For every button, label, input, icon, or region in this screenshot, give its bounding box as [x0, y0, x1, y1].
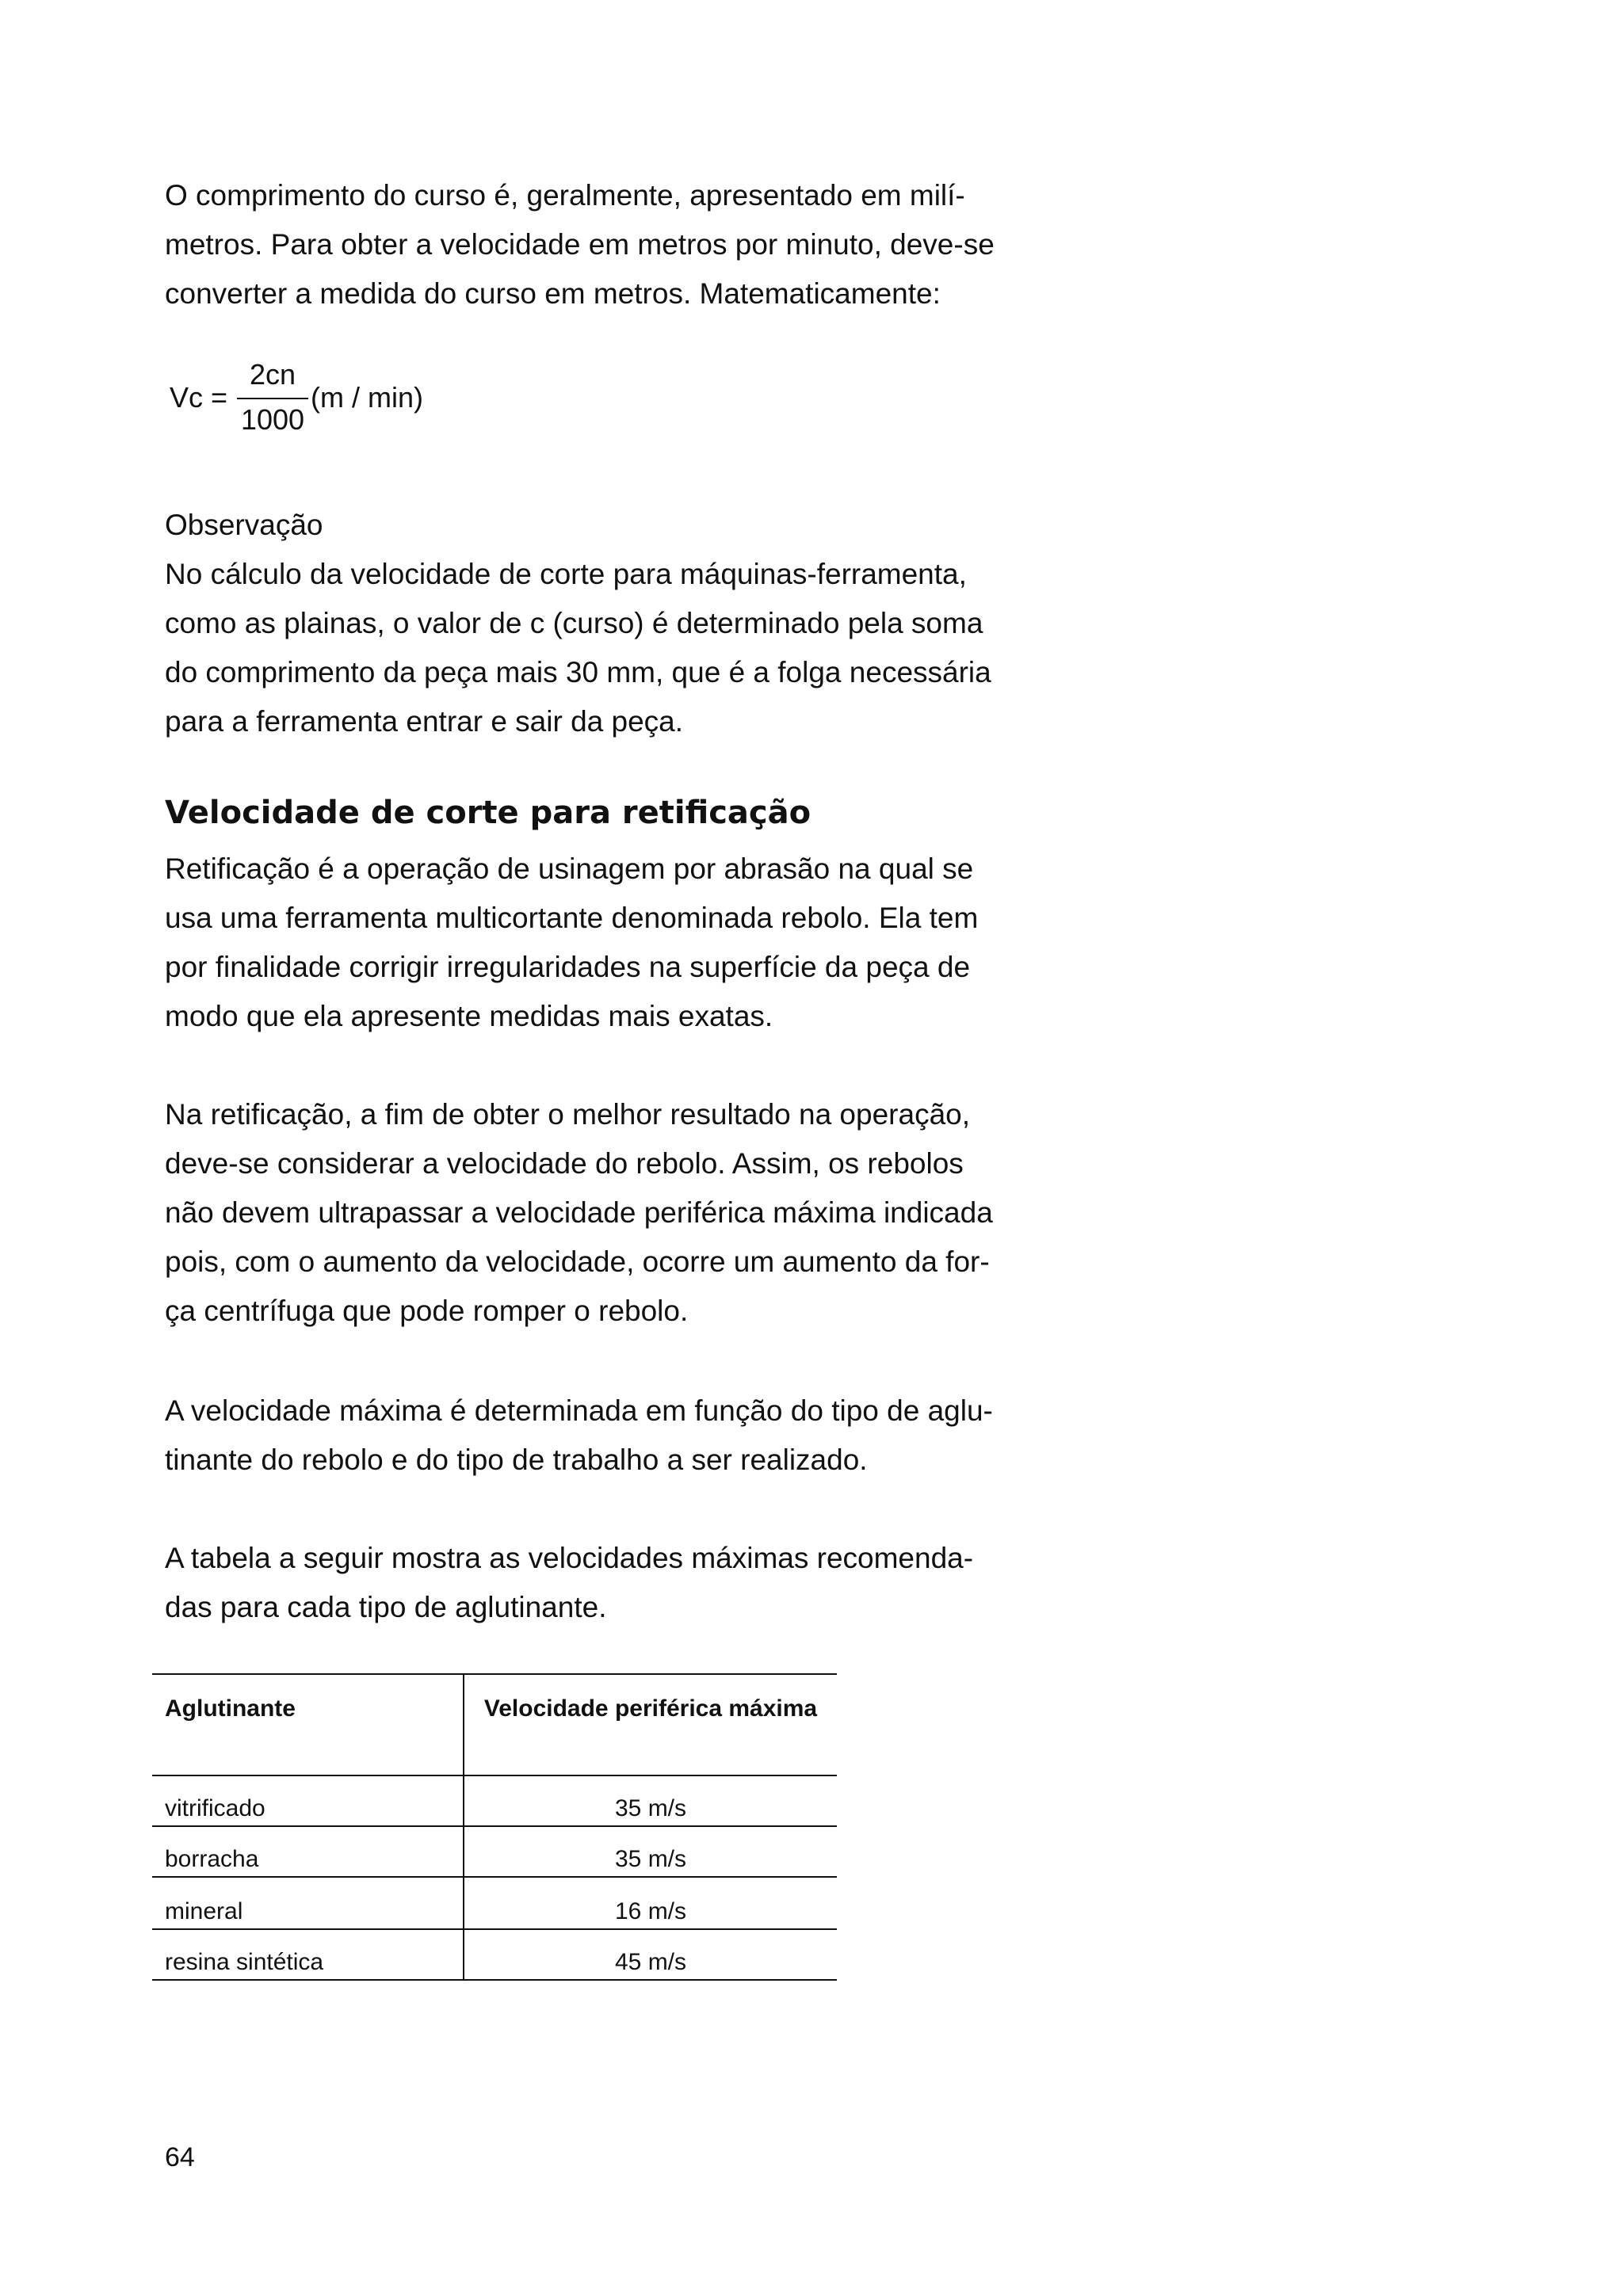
- cell-velocidade: 35 m/s: [614, 1795, 687, 1821]
- intro-line: O comprimento do curso é, geralmente, apresentado em milí-: [165, 179, 965, 212]
- observation-line: No cálculo da velocidade de corte para máquinas-ferramenta,: [165, 558, 967, 590]
- cell-velocidade: 45 m/s: [614, 1949, 687, 1975]
- paragraph-line: A velocidade máxima é determinada em função do tipo de aglu-: [165, 1394, 993, 1427]
- paragraph-velocidade-maxima: [165, 1386, 1052, 1485]
- paragraph-line: modo que ela apresente medidas mais exatas.: [165, 1000, 773, 1032]
- formula-denominator: 1000: [240, 403, 305, 436]
- formula-lhs: Vc =: [170, 381, 228, 414]
- cell-aglutinante: mineral: [165, 1898, 243, 1924]
- paragraph-velocidade-rebolo: [165, 1090, 1052, 1336]
- cell-velocidade: 16 m/s: [614, 1898, 687, 1924]
- cell-aglutinante: vitrificado: [165, 1795, 265, 1821]
- formula-unit: (m / min): [311, 381, 423, 414]
- observation-line: como as plainas, o valor de c (curso) é determinado pela soma: [165, 607, 983, 639]
- intro-paragraph: [165, 171, 1052, 318]
- paragraph-line: deve-se considerar a velocidade do rebolo. Assim, os rebolos: [165, 1147, 964, 1180]
- speed-formula: [170, 357, 566, 460]
- intro-line: converter a medida do curso em metros. Matematicamente:: [165, 277, 941, 310]
- observation-line: para a ferramenta entrar e sair da peça.: [165, 705, 684, 738]
- table-rule: [152, 1928, 837, 1930]
- table-rule: [152, 1775, 837, 1776]
- observation-title: Observação: [165, 509, 323, 541]
- cell-aglutinante: borracha: [165, 1846, 259, 1872]
- header-velocidade: Velocidade periférica máxima: [483, 1695, 818, 1722]
- cell-aglutinante: resina sintética: [165, 1949, 324, 1975]
- paragraph-line: tinante do rebolo e do tipo de trabalho a ser realizado.: [165, 1444, 868, 1476]
- paragraph-retificacao: [165, 845, 1052, 1041]
- formula-fraction: [237, 357, 308, 437]
- header-aglutinante: Aglutinante: [165, 1695, 296, 1722]
- cell-velocidade: 35 m/s: [614, 1846, 687, 1872]
- table-rule: [152, 1673, 837, 1675]
- paragraph-line: A tabela a seguir mostra as velocidades máximas recomenda-: [165, 1542, 974, 1574]
- page-number: 64: [165, 2142, 195, 2172]
- section-heading: Velocidade de corte para retificação: [165, 795, 812, 831]
- paragraph-line: pois, com o aumento da velocidade, ocorre um aumento da for-: [165, 1245, 990, 1278]
- observation-paragraph: [165, 501, 1052, 746]
- paragraph-line: ça centrífuga que pode romper o rebolo.: [165, 1295, 689, 1327]
- formula-numerator: 2cn: [249, 358, 296, 391]
- observation-line: do comprimento da peça mais 30 mm, que é a folga necessária: [165, 656, 991, 688]
- table-rule: [152, 1876, 837, 1878]
- paragraph-line: Retificação é a operação de usinagem por abrasão na qual se: [165, 852, 974, 885]
- paragraph-line: não devem ultrapassar a velocidade periférica máxima indicada: [165, 1196, 993, 1229]
- paragraph-line: por finalidade corrigir irregularidades na superfície da peça de: [165, 951, 971, 983]
- intro-line: metros. Para obter a velocidade em metros por minuto, deve-se: [165, 228, 995, 261]
- paragraph-line: Na retificação, a fim de obter o melhor resultado na operação,: [165, 1098, 971, 1131]
- paragraph-line: usa uma ferramenta multicortante denominada rebolo. Ela tem: [165, 902, 979, 934]
- paragraph-tabela-intro: [165, 1534, 1052, 1632]
- paragraph-line: das para cada tipo de aglutinante.: [165, 1591, 607, 1623]
- table-rule: [152, 1825, 837, 1827]
- table-rule: [152, 1979, 837, 1981]
- fraction-bar: [237, 398, 308, 399]
